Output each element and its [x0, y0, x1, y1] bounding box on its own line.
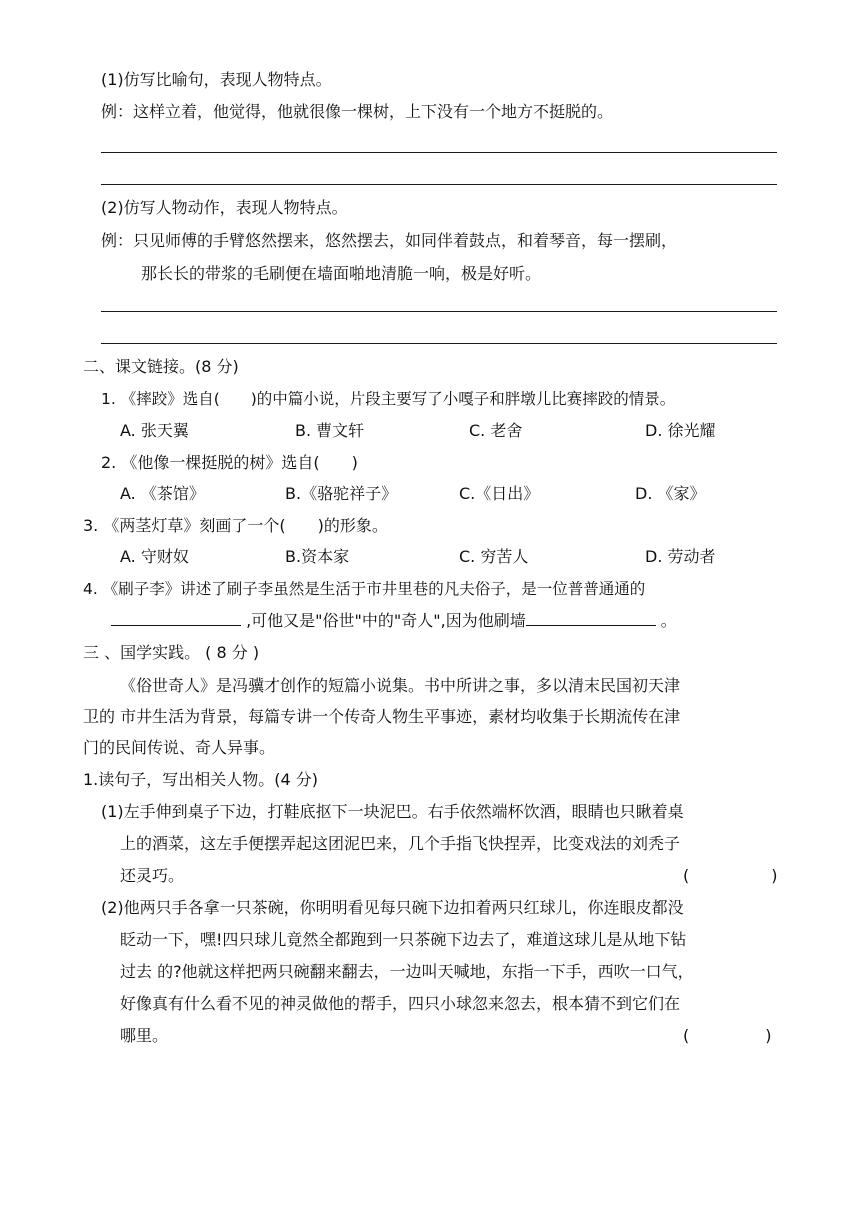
s2-q4-line2 [111, 611, 677, 631]
s2-q4-line2-mid: ,可他又是"俗世"中的"奇人",因为他刷墙 [241, 611, 526, 630]
answer-line[interactable] [101, 343, 777, 344]
paren-open: ( [683, 1026, 690, 1045]
s2-q1-option-d[interactable]: D. 徐光耀 [645, 421, 716, 440]
section3-heading: 三 、国学实践。 ( 8 分 ) [83, 643, 260, 662]
answer-line[interactable] [101, 152, 777, 153]
s2-q4-line2-end: 。 [655, 611, 677, 630]
q1-example: 例：这样立着，他觉得，他就很像一棵树，上下没有一个地方不挺脱的。 [101, 102, 614, 121]
s3-p2-line2: 眨动一下，嘿!四只球儿竟然全都跑到一只茶碗下边去了，难道这球儿是从地下钻 [120, 930, 687, 949]
s3-p2-line1: (2)他两只手各拿一只茶碗，你明明看见每只碗下边扣着两只红球儿，你连眼皮都没 [101, 898, 684, 917]
q1-title: (1)仿写比喻句，表现人物特点。 [101, 70, 332, 89]
s2-q2-option-d[interactable]: D. 《家》 [635, 484, 706, 503]
s3-p1-line3: 还灵巧。 [120, 866, 185, 885]
s2-q2-option-b[interactable]: B.《骆驼祥子》 [285, 484, 398, 503]
s2-q2-stem: 2. 《他像一棵挺脱的树》选自( ) [101, 453, 358, 472]
s3-intro-line3: 门的民间传说、奇人异事。 [83, 738, 276, 757]
s3-q1-heading: 1.读句子，写出相关人物。(4 分) [83, 770, 319, 789]
s2-q3-option-a[interactable]: A. 守财奴 [120, 547, 189, 566]
s2-q3-option-c[interactable]: C. 穷苦人 [459, 547, 529, 566]
answer-parens[interactable] [683, 1026, 772, 1046]
s2-q3-option-b[interactable]: B.资本家 [285, 547, 350, 566]
fill-blank[interactable] [526, 611, 656, 626]
s2-q2-option-a[interactable]: A. 《茶馆》 [120, 484, 205, 503]
q2-example-line2: 那长长的带浆的毛刷便在墙面啪地清脆一响，极是好听。 [141, 264, 542, 283]
s3-p2-line3: 过去 的?他就这样把两只碗翻来翻去，一边叫天喊地，东指一下手，西吹一口气， [120, 962, 694, 981]
s2-q4-line1: 4. 《刷子李》讲述了刷子李虽然是生活于市井里巷的凡夫俗子，是一位普普通通的 [83, 580, 646, 598]
answer-line[interactable] [101, 184, 777, 185]
paren-close: ) [771, 866, 778, 885]
s3-intro-line2: 卫的 市井生活为背景，每篇专讲一个传奇人物生平事迹，素材均收集于长期流传在津 [83, 707, 681, 726]
q2-example-line1: 例：只见师傅的手臂悠然摆来，悠然摆去，如同伴着鼓点，和着琴音，每一摆刷， [101, 231, 678, 250]
paren-close: ) [765, 1026, 772, 1045]
fill-blank[interactable] [111, 611, 241, 626]
s3-p2-line4: 好像真有什么看不见的神灵做他的帮手，四只小球忽来忽去，根本猜不到它们在 [120, 994, 681, 1013]
section2-heading: 二、课文链接。(8 分) [83, 357, 239, 376]
s2-q1-option-c[interactable]: C. 老舍 [469, 421, 523, 440]
paren-open: ( [683, 866, 690, 885]
answer-line[interactable] [101, 311, 777, 312]
s2-q3-stem: 3. 《两茎灯草》刻画了一个( )的形象。 [83, 516, 388, 535]
s2-q1-option-b[interactable]: B. 曹文轩 [295, 421, 365, 440]
s3-p2-line5: 哪里。 [120, 1026, 169, 1045]
s3-intro-line1: 《俗世奇人》是冯骥才创作的短篇小说集。书中所讲之事，多以清末民国初天津 [120, 676, 681, 695]
s3-p1-line2: 上的酒菜，这左手便摆弄起这团泥巴来，几个手指飞快捏弄，比变戏法的刘秃子 [120, 834, 681, 853]
q2-title: (2)仿写人物动作，表现人物特点。 [101, 198, 348, 217]
s3-p1-line1: (1)左手伸到桌子下边，打鞋底抠下一块泥巴。右手依然端杯饮酒，眼睛也只瞅着桌 [101, 802, 684, 821]
s2-q1-option-a[interactable]: A. 张天翼 [120, 421, 189, 440]
s2-q2-option-c[interactable]: C.《日出》 [459, 484, 540, 503]
s2-q3-option-d[interactable]: D. 劳动者 [645, 547, 716, 566]
s2-q1-stem: 1. 《摔跤》选自( )的中篇小说，片段主要写了小嘎子和胖墩儿比赛摔跤的情景。 [101, 390, 676, 408]
answer-parens[interactable] [683, 866, 778, 886]
